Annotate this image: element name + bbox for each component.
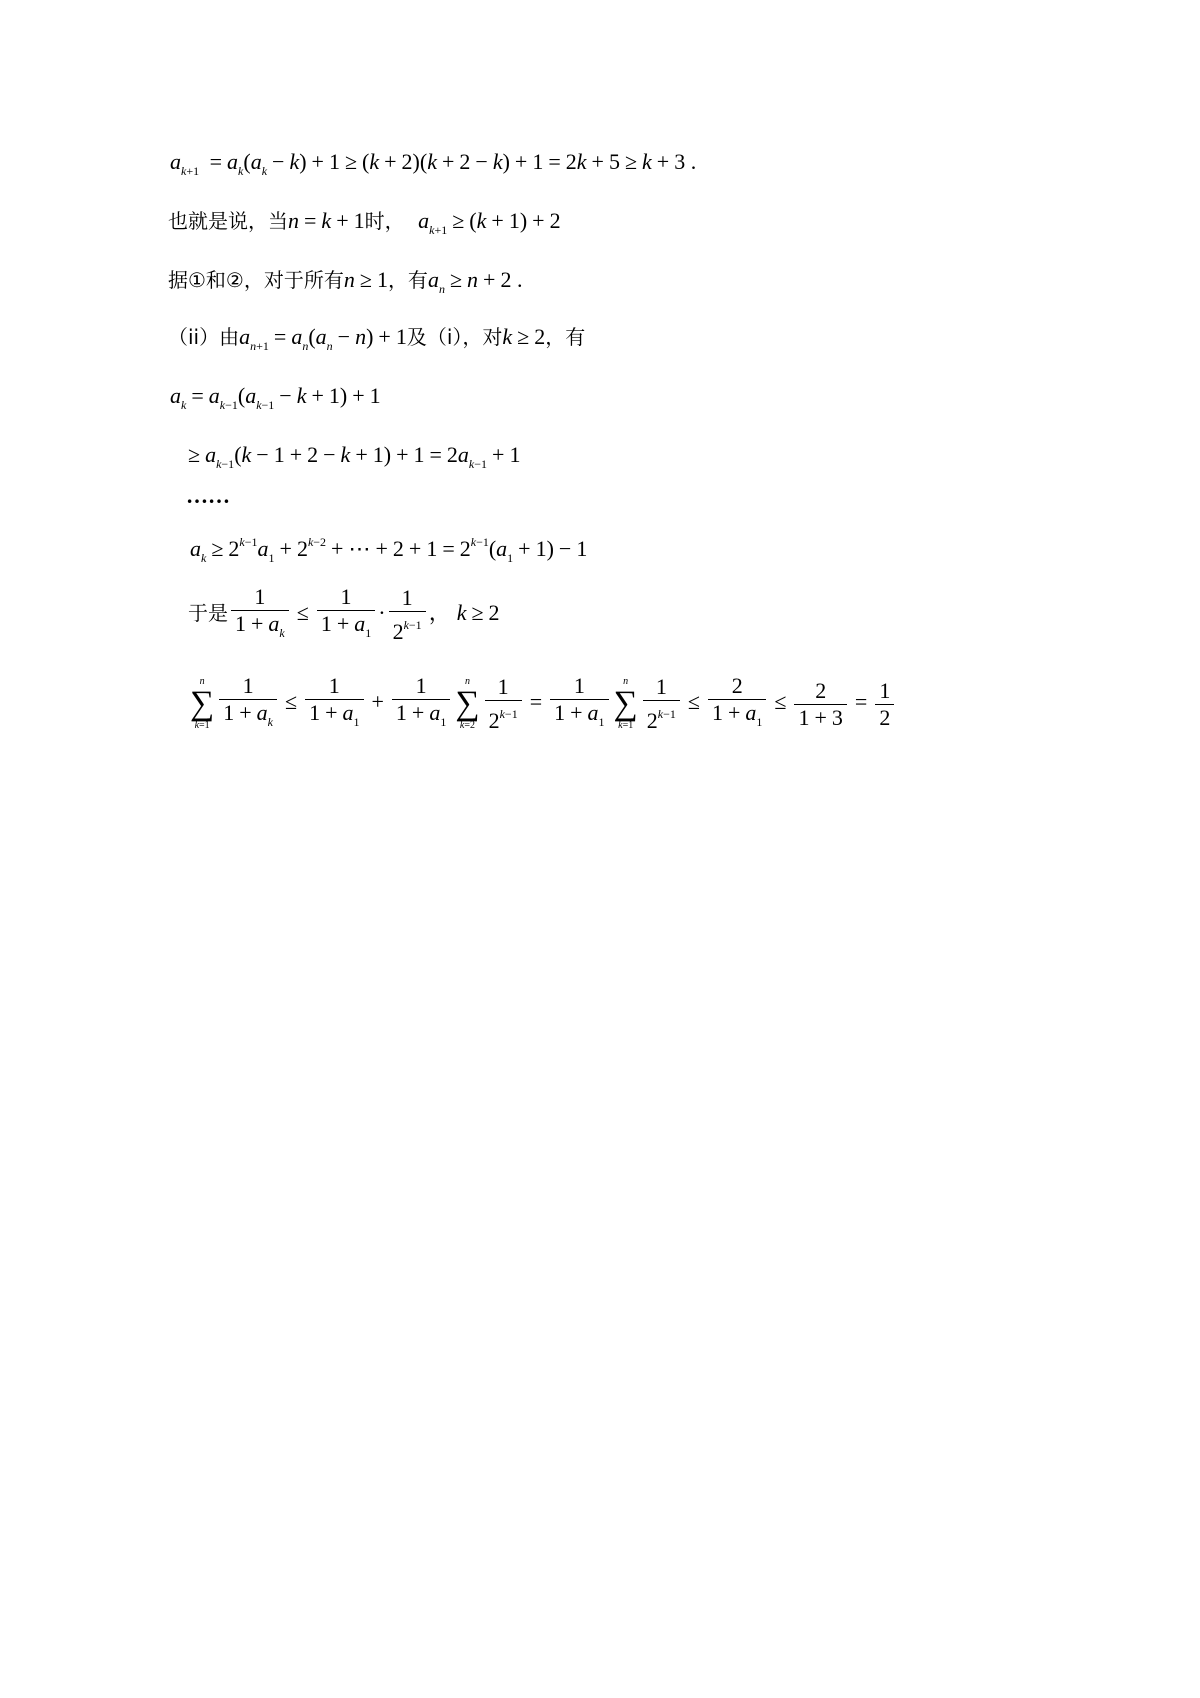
line4-text-b: 及（i），对 [406,325,503,349]
text-line-2: 也就是说，当n = k + 1时， $a_{k+1} \ge (k + 1) + 2$ [168,208,561,237]
line9-text: 于是 [188,601,228,626]
line3-text-b: ，有 [387,268,428,292]
equation-line-6: ≥ $a_{k-1}(k - 1 + 2 - k + 1) + 1 = 2a_{k-1} + 1$ [188,442,521,471]
text-line-4: （ii）由$a_{n+1} = a_n(a_n - n) + 1$及（i），对k ≥ 2，有 [168,324,586,353]
equation-line-10: n ∑ k=1 $\frac{1}{1 + a_k}$ ≤ $\frac{1}{1 + a_1}$ + $\frac{1}{1 + a_1}$ n ∑ k=2 $\frac{1}{2^{k-1}}$ = $\frac{1}{1 + a_1}$ n ∑ k=1 $\frac{1}{2^{k-1}}$ ≤ $\frac{2}{1 + a_1}$ ≤ $\frac{2}{1 + 3}$ = $\frac{1}{2}$ [188,673,897,735]
line2-text-b: 时， [364,209,405,233]
line4-text-c: ，有 [545,325,586,349]
line4-text-a: （ii）由 [168,325,240,349]
text-line-3: 据①和②，对于所有n ≥ 1，有$a_n \ge n + 2$ . [168,267,523,296]
ellipsis: …… [186,483,230,508]
ellipsis-line [186,481,230,511]
equation-line-5: $a_k = a_{k-1}(a_{k-1} - k + 1) + 1$ [170,383,381,412]
equation-line-8: $a_k \ge 2^{k-1}a_1 + 2^{k-2}$ + ⋯ + $2 + 1 = 2^{k-1}(a_1 + 1) - 1$ [190,535,588,565]
equation-line-1: $a_{k+1} = a_k(a_k - k) + 1 \ge (k + 2)(k + 2 - k) + 1 = 2k + 5 \ge k + 3$ . [170,149,697,178]
line3-text-a: 据①和②，对于所有 [168,268,344,292]
equation-line-9: 于是 $\frac{1}{1 + a_k}$ ≤ $\frac{1}{1 + a_1}$ · $\frac{1}{2^{k-1}}$ ， k ≥ 2 [188,584,500,644]
line2-text-a: 也就是说，当 [168,209,288,233]
